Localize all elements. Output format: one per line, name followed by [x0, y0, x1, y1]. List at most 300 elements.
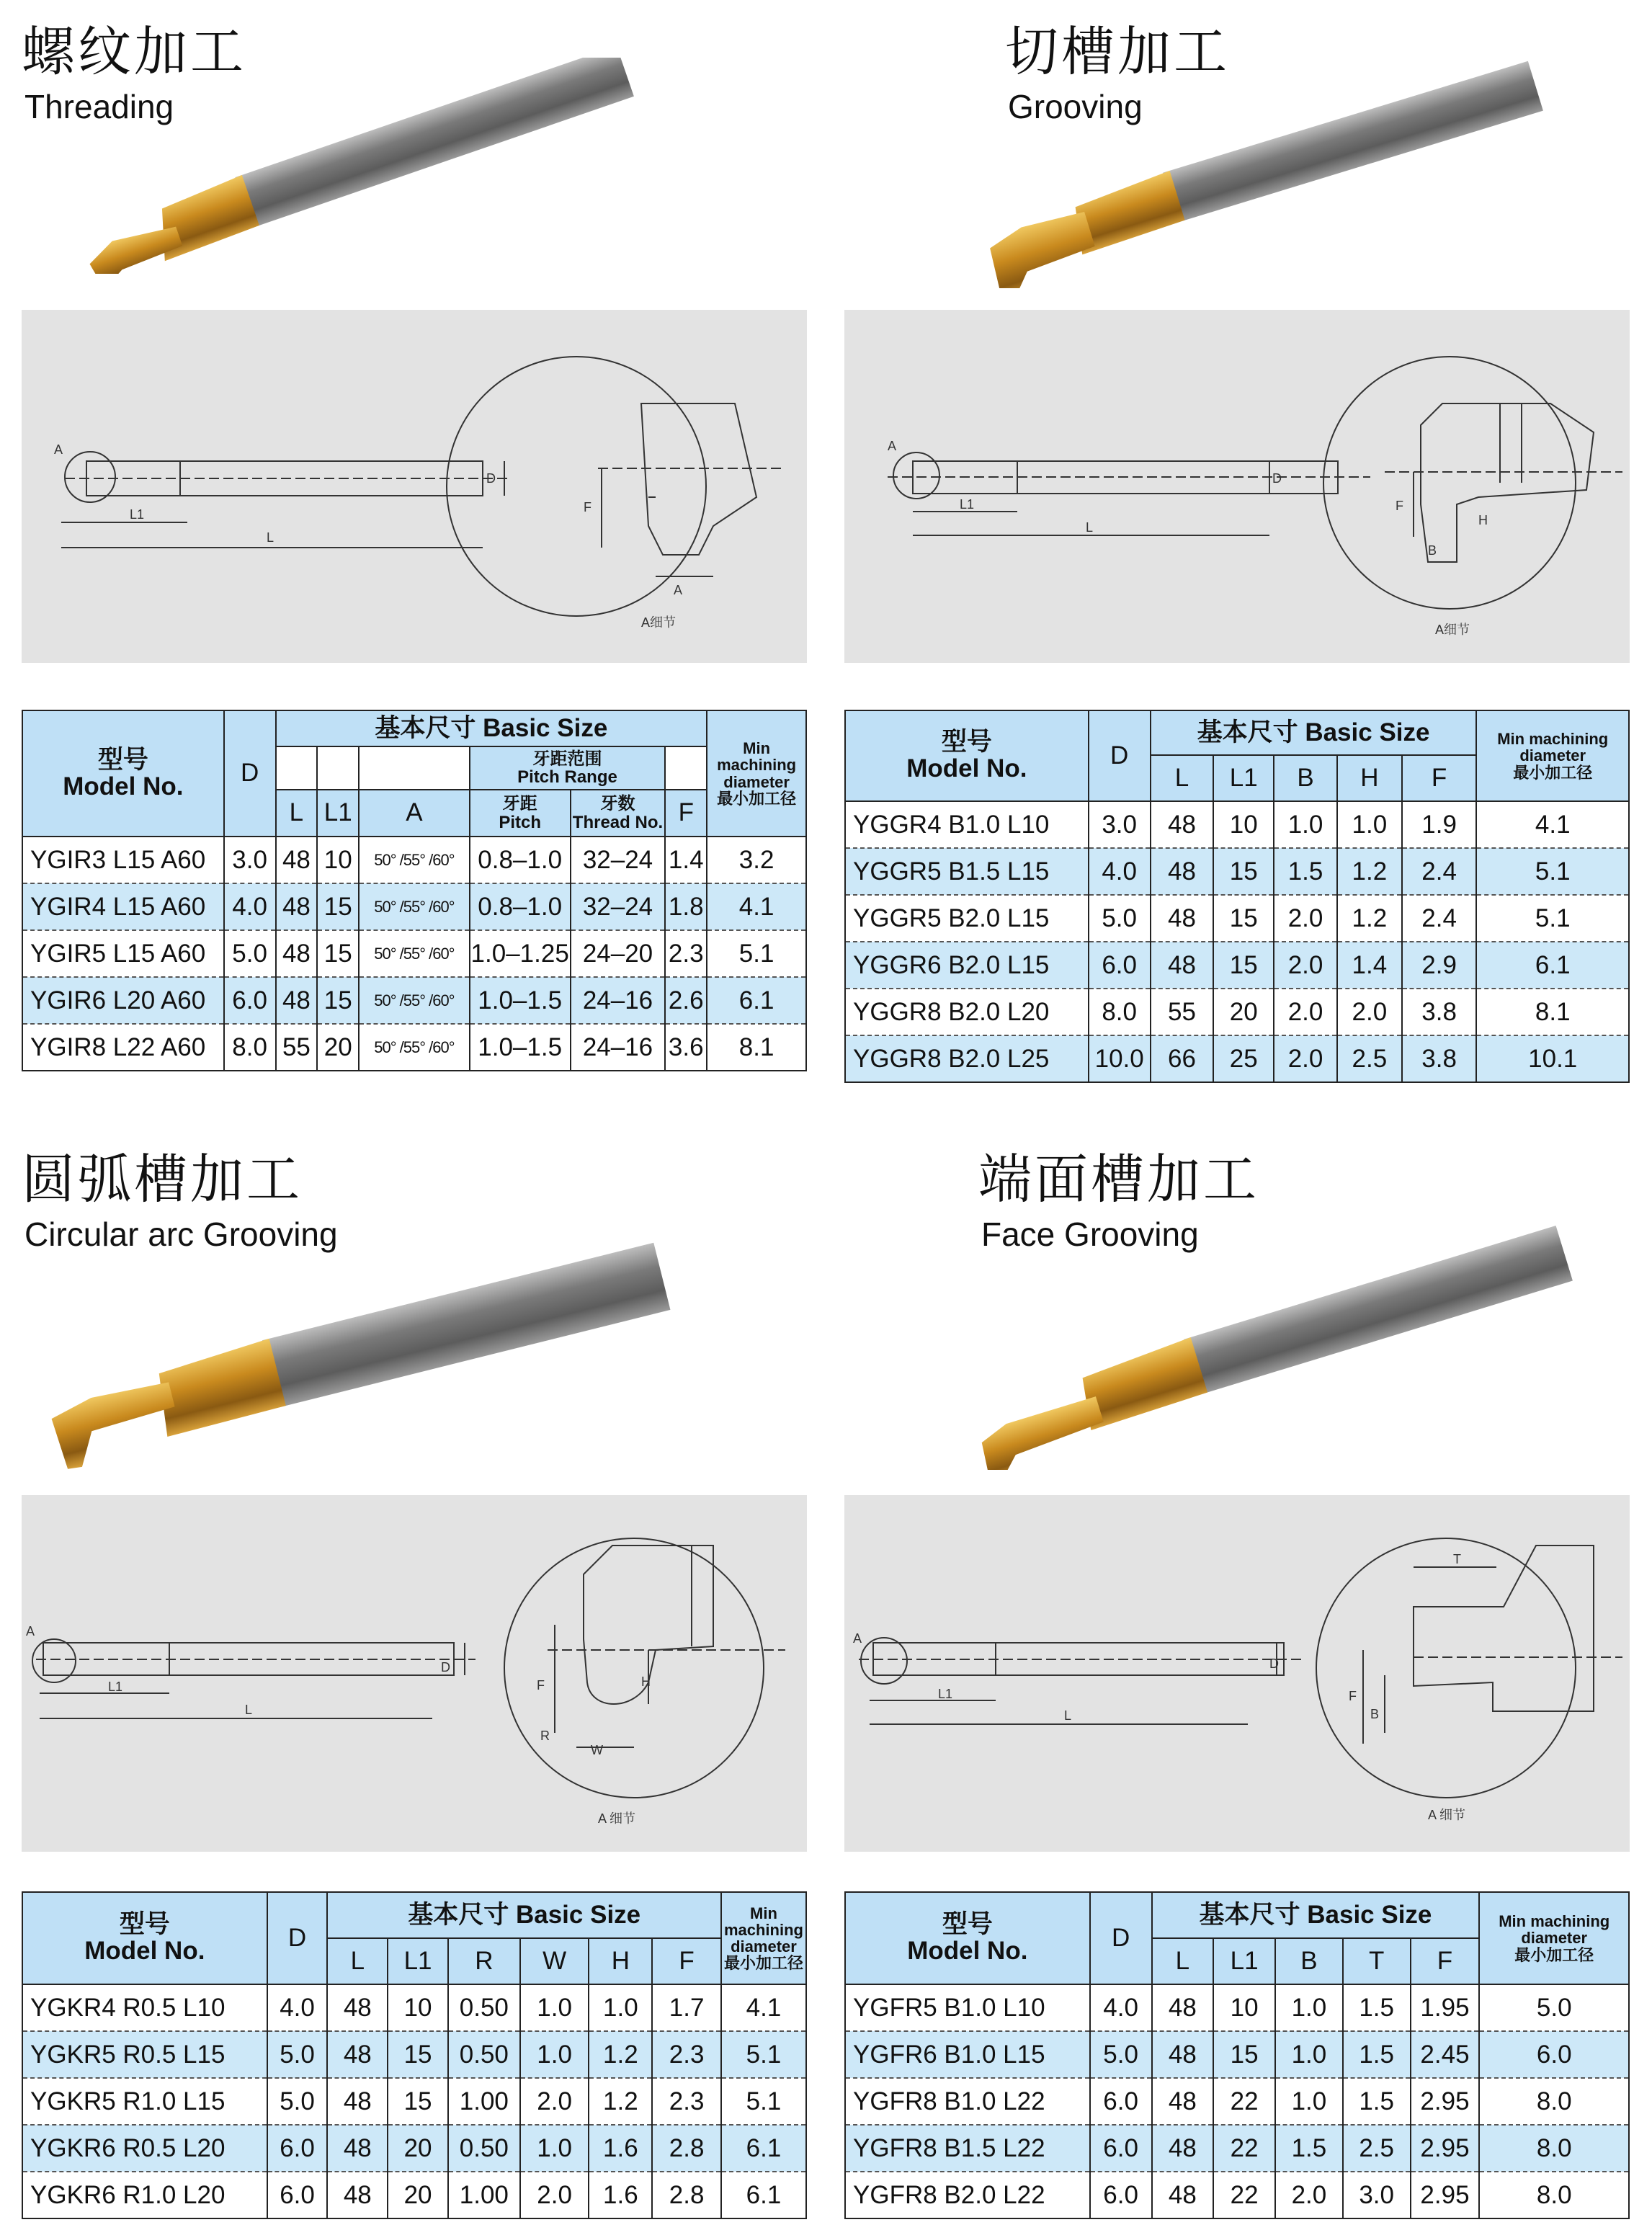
cell-model: YGIR6 L20 A60 — [22, 977, 224, 1024]
cell-model: YGFR8 B1.5 L22 — [845, 2125, 1090, 2172]
header-d: D — [267, 1892, 328, 1984]
label-b: B — [1428, 543, 1437, 558]
cell-r: 0.50 — [448, 2031, 520, 2078]
section-title-cn: 圆弧槽加工 — [22, 1149, 303, 1210]
header-thread-cn: 牙数 — [600, 794, 635, 814]
cell-l1: 20 — [317, 1024, 359, 1071]
grooving-drawing — [844, 310, 1630, 663]
cell-model: YGIR4 L15 A60 — [22, 883, 224, 930]
cell-min: 5.1 — [1476, 848, 1629, 895]
header-d: D — [1089, 710, 1151, 801]
label-d: D — [1269, 1656, 1279, 1671]
cell-f: 1.4 — [665, 837, 707, 883]
cell-d: 6.0 — [1090, 2078, 1152, 2125]
header-l: L — [276, 790, 318, 837]
cell-b: 2.0 — [1274, 895, 1337, 942]
header-model-cn: 型号 — [941, 728, 992, 757]
header-d: D — [1090, 1892, 1152, 1984]
cell-l: 48 — [1151, 801, 1214, 848]
cell-model: YGKR5 R0.5 L15 — [22, 2031, 267, 2078]
table-row — [22, 2172, 806, 2218]
grooving-tool-image — [965, 58, 1556, 288]
label-l: L — [1064, 1708, 1072, 1723]
header-w: W — [520, 1938, 589, 1984]
threading-table — [22, 710, 807, 1071]
cell-t: 1.5 — [1343, 2031, 1411, 2078]
cell-r: 0.50 — [448, 1984, 520, 2031]
header-min: Min machining diameter — [1497, 730, 1609, 765]
header-f: F — [652, 1938, 721, 1984]
cell-model: YGFR6 B1.0 L15 — [845, 2031, 1090, 2078]
cell-b: 2.0 — [1274, 1035, 1337, 1082]
cell-l: 48 — [1152, 2031, 1214, 2078]
cell-f: 1.95 — [1411, 1984, 1480, 2031]
header-pitch-en: Pitch — [499, 812, 542, 832]
cell-a: 50° /55° /60° — [359, 930, 470, 977]
header-model-en: Model No. — [84, 1937, 205, 1965]
header-h: H — [589, 1938, 652, 1984]
table-row — [845, 942, 1629, 989]
label-b: B — [1370, 1707, 1380, 1721]
cell-model: YGKR4 R0.5 L10 — [22, 1984, 267, 2031]
cell-min: 4.1 — [1476, 801, 1629, 848]
cell-h: 1.2 — [589, 2031, 652, 2078]
cell-f: 2.3 — [652, 2031, 721, 2078]
cell-b: 2.0 — [1275, 2172, 1343, 2218]
cell-min: 5.1 — [707, 930, 806, 977]
section-title-cn: 螺纹加工 — [22, 21, 246, 83]
cell-d: 3.0 — [224, 837, 276, 883]
cell-l1: 10 — [317, 837, 359, 883]
cell-f: 2.9 — [1402, 942, 1477, 989]
table-row — [22, 2078, 806, 2125]
header-model-en: Model No. — [63, 772, 184, 800]
table-row — [22, 1984, 806, 2031]
header-pitch-cn: 牙距 — [502, 794, 537, 814]
cell-b: 1.0 — [1275, 1984, 1343, 2031]
cell-d: 5.0 — [267, 2031, 328, 2078]
cell-f: 3.8 — [1402, 1035, 1477, 1082]
header-min: Min machining diameter — [717, 739, 797, 791]
cell-model: YGIR3 L15 A60 — [22, 837, 224, 883]
cell-model: YGGR5 B1.5 L15 — [845, 848, 1089, 895]
header-model-cn: 型号 — [119, 1910, 170, 1939]
cell-w: 1.0 — [520, 2125, 589, 2172]
cell-h: 1.2 — [1337, 895, 1402, 942]
cell-f: 2.8 — [652, 2125, 721, 2172]
label-d: D — [1272, 471, 1282, 486]
table-row — [22, 2125, 806, 2172]
header-basic-size: 基本尺寸 Basic Size — [327, 1892, 720, 1938]
detail-label: A细节 — [641, 615, 677, 630]
cell-l: 48 — [276, 930, 318, 977]
cell-min: 6.1 — [721, 2125, 806, 2172]
cell-f: 3.6 — [665, 1024, 707, 1071]
cell-pitch: 0.8–1.0 — [470, 883, 571, 930]
cell-h: 2.5 — [1337, 1035, 1402, 1082]
section-title-cn: 端面槽加工 — [978, 1149, 1259, 1210]
table-row — [845, 801, 1629, 848]
cell-d: 8.0 — [224, 1024, 276, 1071]
cell-min: 8.1 — [1476, 989, 1629, 1035]
section-title-en: Circular arc Grooving — [24, 1216, 338, 1253]
cell-d: 6.0 — [1089, 942, 1151, 989]
cell-model: YGIR8 L22 A60 — [22, 1024, 224, 1071]
cell-l: 48 — [276, 837, 318, 883]
arc-tool-image — [29, 1218, 677, 1477]
cell-d: 5.0 — [267, 2078, 328, 2125]
cell-l: 48 — [276, 883, 318, 930]
header-l1: L1 — [1213, 755, 1274, 801]
cell-b: 1.5 — [1275, 2125, 1343, 2172]
label-a: A — [888, 439, 897, 453]
cell-model: YGGR8 B2.0 L20 — [845, 989, 1089, 1035]
table-row — [845, 848, 1629, 895]
cell-min: 8.0 — [1479, 2125, 1629, 2172]
cell-l1: 20 — [388, 2125, 448, 2172]
cell-l1: 15 — [388, 2031, 448, 2078]
cell-l: 48 — [276, 977, 318, 1024]
face-tool-image — [951, 1218, 1585, 1470]
header-f: F — [665, 790, 707, 837]
cell-min: 8.0 — [1479, 2172, 1629, 2218]
header-b: B — [1275, 1938, 1343, 1984]
table-row — [22, 977, 806, 1024]
label-h: H — [1478, 513, 1488, 527]
cell-t: 1.5 — [1343, 1984, 1411, 2031]
cell-f: 2.45 — [1411, 2031, 1480, 2078]
cell-model: YGGR5 B2.0 L15 — [845, 895, 1089, 942]
cell-l1: 22 — [1213, 2078, 1275, 2125]
cell-d: 6.0 — [1090, 2172, 1152, 2218]
label-h: H — [641, 1674, 651, 1689]
cell-a: 50° /55° /60° — [359, 837, 470, 883]
label-l1: L1 — [960, 497, 975, 512]
cell-d: 4.0 — [224, 883, 276, 930]
cell-d: 4.0 — [267, 1984, 328, 2031]
table-row — [845, 1984, 1629, 2031]
cell-h: 1.2 — [1337, 848, 1402, 895]
label-a: A — [26, 1624, 35, 1638]
cell-r: 0.50 — [448, 2125, 520, 2172]
table-row — [845, 989, 1629, 1035]
detail-label: A 细节 — [598, 1811, 636, 1826]
cell-a: 50° /55° /60° — [359, 977, 470, 1024]
cell-model: YGKR5 R1.0 L15 — [22, 2078, 267, 2125]
threading-drawing — [22, 310, 807, 663]
cell-f: 1.9 — [1402, 801, 1477, 848]
cell-w: 2.0 — [520, 2078, 589, 2125]
cell-l: 48 — [1151, 942, 1214, 989]
cell-l: 48 — [1152, 2172, 1214, 2218]
cell-min: 5.1 — [1476, 895, 1629, 942]
cell-f: 2.4 — [1402, 895, 1477, 942]
label-a: A — [853, 1631, 862, 1646]
cell-pitch: 1.0–1.25 — [470, 930, 571, 977]
header-l: L — [327, 1938, 388, 1984]
label-f: F — [1396, 499, 1403, 513]
cell-r: 1.00 — [448, 2078, 520, 2125]
cell-l: 48 — [1151, 895, 1214, 942]
table-row — [22, 1024, 806, 1071]
cell-model: YGGR8 B2.0 L25 — [845, 1035, 1089, 1082]
cell-d: 3.0 — [1089, 801, 1151, 848]
header-l: L — [1152, 1938, 1214, 1984]
label-l: L — [245, 1703, 253, 1717]
table-row — [845, 2172, 1629, 2218]
cell-pitch: 0.8–1.0 — [470, 837, 571, 883]
label-f: F — [584, 500, 591, 514]
cell-f: 1.7 — [652, 1984, 721, 2031]
cell-h: 1.4 — [1337, 942, 1402, 989]
cell-thread: 32–24 — [571, 837, 666, 883]
cell-l1: 22 — [1213, 2172, 1275, 2218]
cell-l1: 10 — [388, 1984, 448, 2031]
cell-min: 6.0 — [1479, 2031, 1629, 2078]
cell-model: YGKR6 R0.5 L20 — [22, 2125, 267, 2172]
label-f: F — [537, 1678, 545, 1692]
section-title-cn: 切槽加工 — [1005, 21, 1230, 83]
cell-b: 2.0 — [1274, 942, 1337, 989]
cell-f: 2.8 — [652, 2172, 721, 2218]
cell-l1: 15 — [1213, 2031, 1275, 2078]
cell-min: 5.1 — [721, 2078, 806, 2125]
cell-d: 6.0 — [267, 2172, 328, 2218]
cell-l: 48 — [1152, 2125, 1214, 2172]
label-t: T — [1453, 1552, 1461, 1566]
cell-thread: 24–16 — [571, 1024, 666, 1071]
cell-l: 55 — [276, 1024, 318, 1071]
cell-d: 5.0 — [1090, 2031, 1152, 2078]
cell-f: 2.95 — [1411, 2078, 1480, 2125]
cell-l: 48 — [327, 2125, 388, 2172]
header-l1: L1 — [1213, 1938, 1275, 1984]
cell-d: 5.0 — [1089, 895, 1151, 942]
label-w: W — [591, 1743, 603, 1757]
cell-l1: 20 — [1213, 989, 1274, 1035]
section-title-en: Face Grooving — [981, 1216, 1199, 1253]
table-row — [845, 2125, 1629, 2172]
cell-f: 2.3 — [652, 2078, 721, 2125]
label-l: L — [1086, 520, 1094, 535]
cell-min: 5.1 — [721, 2031, 806, 2078]
cell-l: 48 — [1152, 1984, 1214, 2031]
header-min-cn: 最小加工径 — [717, 789, 797, 808]
cell-min: 4.1 — [707, 883, 806, 930]
cell-d: 8.0 — [1089, 989, 1151, 1035]
cell-a: 50° /55° /60° — [359, 883, 470, 930]
cell-min: 8.0 — [1479, 2078, 1629, 2125]
cell-min: 8.1 — [707, 1024, 806, 1071]
label-d: D — [441, 1660, 450, 1674]
cell-min: 6.1 — [707, 977, 806, 1024]
cell-thread: 24–20 — [571, 930, 666, 977]
cell-l: 48 — [327, 2078, 388, 2125]
cell-b: 2.0 — [1274, 989, 1337, 1035]
cell-model: YGGR6 B2.0 L15 — [845, 942, 1089, 989]
cell-model: YGGR4 B1.0 L10 — [845, 801, 1089, 848]
cell-min: 3.2 — [707, 837, 806, 883]
cell-h: 1.0 — [589, 1984, 652, 2031]
cell-f: 2.3 — [665, 930, 707, 977]
section-title-en: Grooving — [1008, 88, 1143, 125]
cell-min: 5.0 — [1479, 1984, 1629, 2031]
table-row — [845, 1035, 1629, 1082]
table-row — [22, 2031, 806, 2078]
cell-l1: 15 — [317, 883, 359, 930]
cell-d: 10.0 — [1089, 1035, 1151, 1082]
header-model-en: Model No. — [906, 754, 1027, 782]
cell-l: 48 — [327, 2031, 388, 2078]
cell-f: 3.8 — [1402, 989, 1477, 1035]
header-l1: L1 — [317, 790, 359, 837]
cell-a: 50° /55° /60° — [359, 1024, 470, 1071]
arc-table — [22, 1891, 807, 2219]
header-thread-en: Thread No. — [572, 812, 664, 832]
cell-d: 6.0 — [1090, 2125, 1152, 2172]
section-title-en: Threading — [24, 88, 174, 125]
header-min: Min machining diameter — [723, 1904, 803, 1955]
cell-f: 2.95 — [1411, 2172, 1480, 2218]
header-r: R — [448, 1938, 520, 1984]
header-t: T — [1343, 1938, 1411, 1984]
grooving-table — [844, 710, 1630, 1083]
table-row — [22, 837, 806, 883]
cell-f: 2.4 — [1402, 848, 1477, 895]
cell-l1: 15 — [1213, 848, 1274, 895]
cell-l1: 20 — [388, 2172, 448, 2218]
header-h: H — [1337, 755, 1402, 801]
header-min-cn: 最小加工径 — [723, 1954, 803, 1973]
cell-b: 1.0 — [1275, 2031, 1343, 2078]
cell-l: 48 — [1152, 2078, 1214, 2125]
label-d: D — [486, 471, 496, 486]
header-min-cn: 最小加工径 — [1514, 1945, 1594, 1964]
table-row — [845, 895, 1629, 942]
cell-l: 48 — [327, 2172, 388, 2218]
cell-l1: 10 — [1213, 1984, 1275, 2031]
cell-l1: 15 — [317, 930, 359, 977]
cell-h: 1.0 — [1337, 801, 1402, 848]
cell-w: 2.0 — [520, 2172, 589, 2218]
cell-d: 5.0 — [224, 930, 276, 977]
cell-l: 55 — [1151, 989, 1214, 1035]
cell-l: 48 — [1151, 848, 1214, 895]
cell-model: YGFR8 B1.0 L22 — [845, 2078, 1090, 2125]
cell-f: 2.95 — [1411, 2125, 1480, 2172]
cell-model: YGKR6 R1.0 L20 — [22, 2172, 267, 2218]
cell-t: 1.5 — [1343, 2078, 1411, 2125]
table-row — [22, 930, 806, 977]
cell-l1: 15 — [317, 977, 359, 1024]
header-d: D — [224, 710, 276, 837]
face-table — [844, 1891, 1630, 2219]
header-model-cn: 型号 — [942, 1910, 993, 1939]
cell-thread: 24–16 — [571, 977, 666, 1024]
cell-f: 1.8 — [665, 883, 707, 930]
label-l1: L1 — [108, 1680, 123, 1694]
cell-l1: 15 — [1213, 895, 1274, 942]
label-l1: L1 — [130, 507, 145, 522]
cell-h: 1.2 — [589, 2078, 652, 2125]
cell-d: 4.0 — [1089, 848, 1151, 895]
header-min-cn: 最小加工径 — [1513, 763, 1593, 782]
cell-l1: 15 — [1213, 942, 1274, 989]
cell-l1: 10 — [1213, 801, 1274, 848]
cell-min: 6.1 — [721, 2172, 806, 2218]
table-row — [845, 2031, 1629, 2078]
header-pitch-range-en: Pitch Range — [517, 767, 617, 787]
header-b: B — [1274, 755, 1337, 801]
cell-min: 4.1 — [721, 1984, 806, 2031]
cell-b: 1.0 — [1275, 2078, 1343, 2125]
cell-l1: 25 — [1213, 1035, 1274, 1082]
cell-l: 48 — [327, 1984, 388, 2031]
header-basic-size: 基本尺寸 Basic Size — [276, 710, 707, 746]
cell-pitch: 1.0–1.5 — [470, 1024, 571, 1071]
cell-t: 2.5 — [1343, 2125, 1411, 2172]
label-a: A — [54, 442, 63, 457]
label-f: F — [1349, 1689, 1357, 1703]
label-l1: L1 — [938, 1687, 953, 1701]
table-row — [22, 883, 806, 930]
cell-r: 1.00 — [448, 2172, 520, 2218]
label-l: L — [267, 530, 274, 545]
cell-model: YGIR5 L15 A60 — [22, 930, 224, 977]
header-a: A — [359, 790, 470, 837]
cell-h: 1.6 — [589, 2125, 652, 2172]
face-drawing — [844, 1495, 1630, 1852]
cell-w: 1.0 — [520, 2031, 589, 2078]
header-l: L — [1151, 755, 1214, 801]
cell-b: 1.0 — [1274, 801, 1337, 848]
cell-d: 4.0 — [1090, 1984, 1152, 2031]
table-row — [845, 2078, 1629, 2125]
cell-thread: 32–24 — [571, 883, 666, 930]
header-pitch-range-cn: 牙距范围 — [532, 749, 602, 769]
header-model-en: Model No. — [907, 1937, 1028, 1965]
header-basic-size: 基本尺寸 Basic Size — [1152, 1892, 1480, 1938]
cell-f: 2.6 — [665, 977, 707, 1024]
cell-h: 2.0 — [1337, 989, 1402, 1035]
detail-label: A细节 — [1435, 623, 1470, 637]
header-f: F — [1411, 1938, 1480, 1984]
label-r: R — [540, 1729, 550, 1743]
cell-t: 3.0 — [1343, 2172, 1411, 2218]
header-basic-size: 基本尺寸 Basic Size — [1151, 710, 1477, 755]
cell-model: YGFR5 B1.0 L10 — [845, 1984, 1090, 2031]
cell-l: 66 — [1151, 1035, 1214, 1082]
cell-model: YGFR8 B2.0 L22 — [845, 2172, 1090, 2218]
cell-min: 6.1 — [1476, 942, 1629, 989]
cell-min: 10.1 — [1476, 1035, 1629, 1082]
header-min: Min machining diameter — [1499, 1912, 1610, 1948]
header-model-cn: 型号 — [97, 745, 148, 774]
cell-d: 6.0 — [267, 2125, 328, 2172]
cell-l1: 22 — [1213, 2125, 1275, 2172]
cell-w: 1.0 — [520, 1984, 589, 2031]
arc-drawing — [22, 1495, 807, 1852]
label-a-angle: A — [674, 583, 683, 597]
cell-h: 1.6 — [589, 2172, 652, 2218]
cell-d: 6.0 — [224, 977, 276, 1024]
cell-b: 1.5 — [1274, 848, 1337, 895]
cell-l1: 15 — [388, 2078, 448, 2125]
cell-pitch: 1.0–1.5 — [470, 977, 571, 1024]
header-l1: L1 — [388, 1938, 448, 1984]
header-f: F — [1402, 755, 1477, 801]
threading-tool-image — [58, 58, 648, 274]
